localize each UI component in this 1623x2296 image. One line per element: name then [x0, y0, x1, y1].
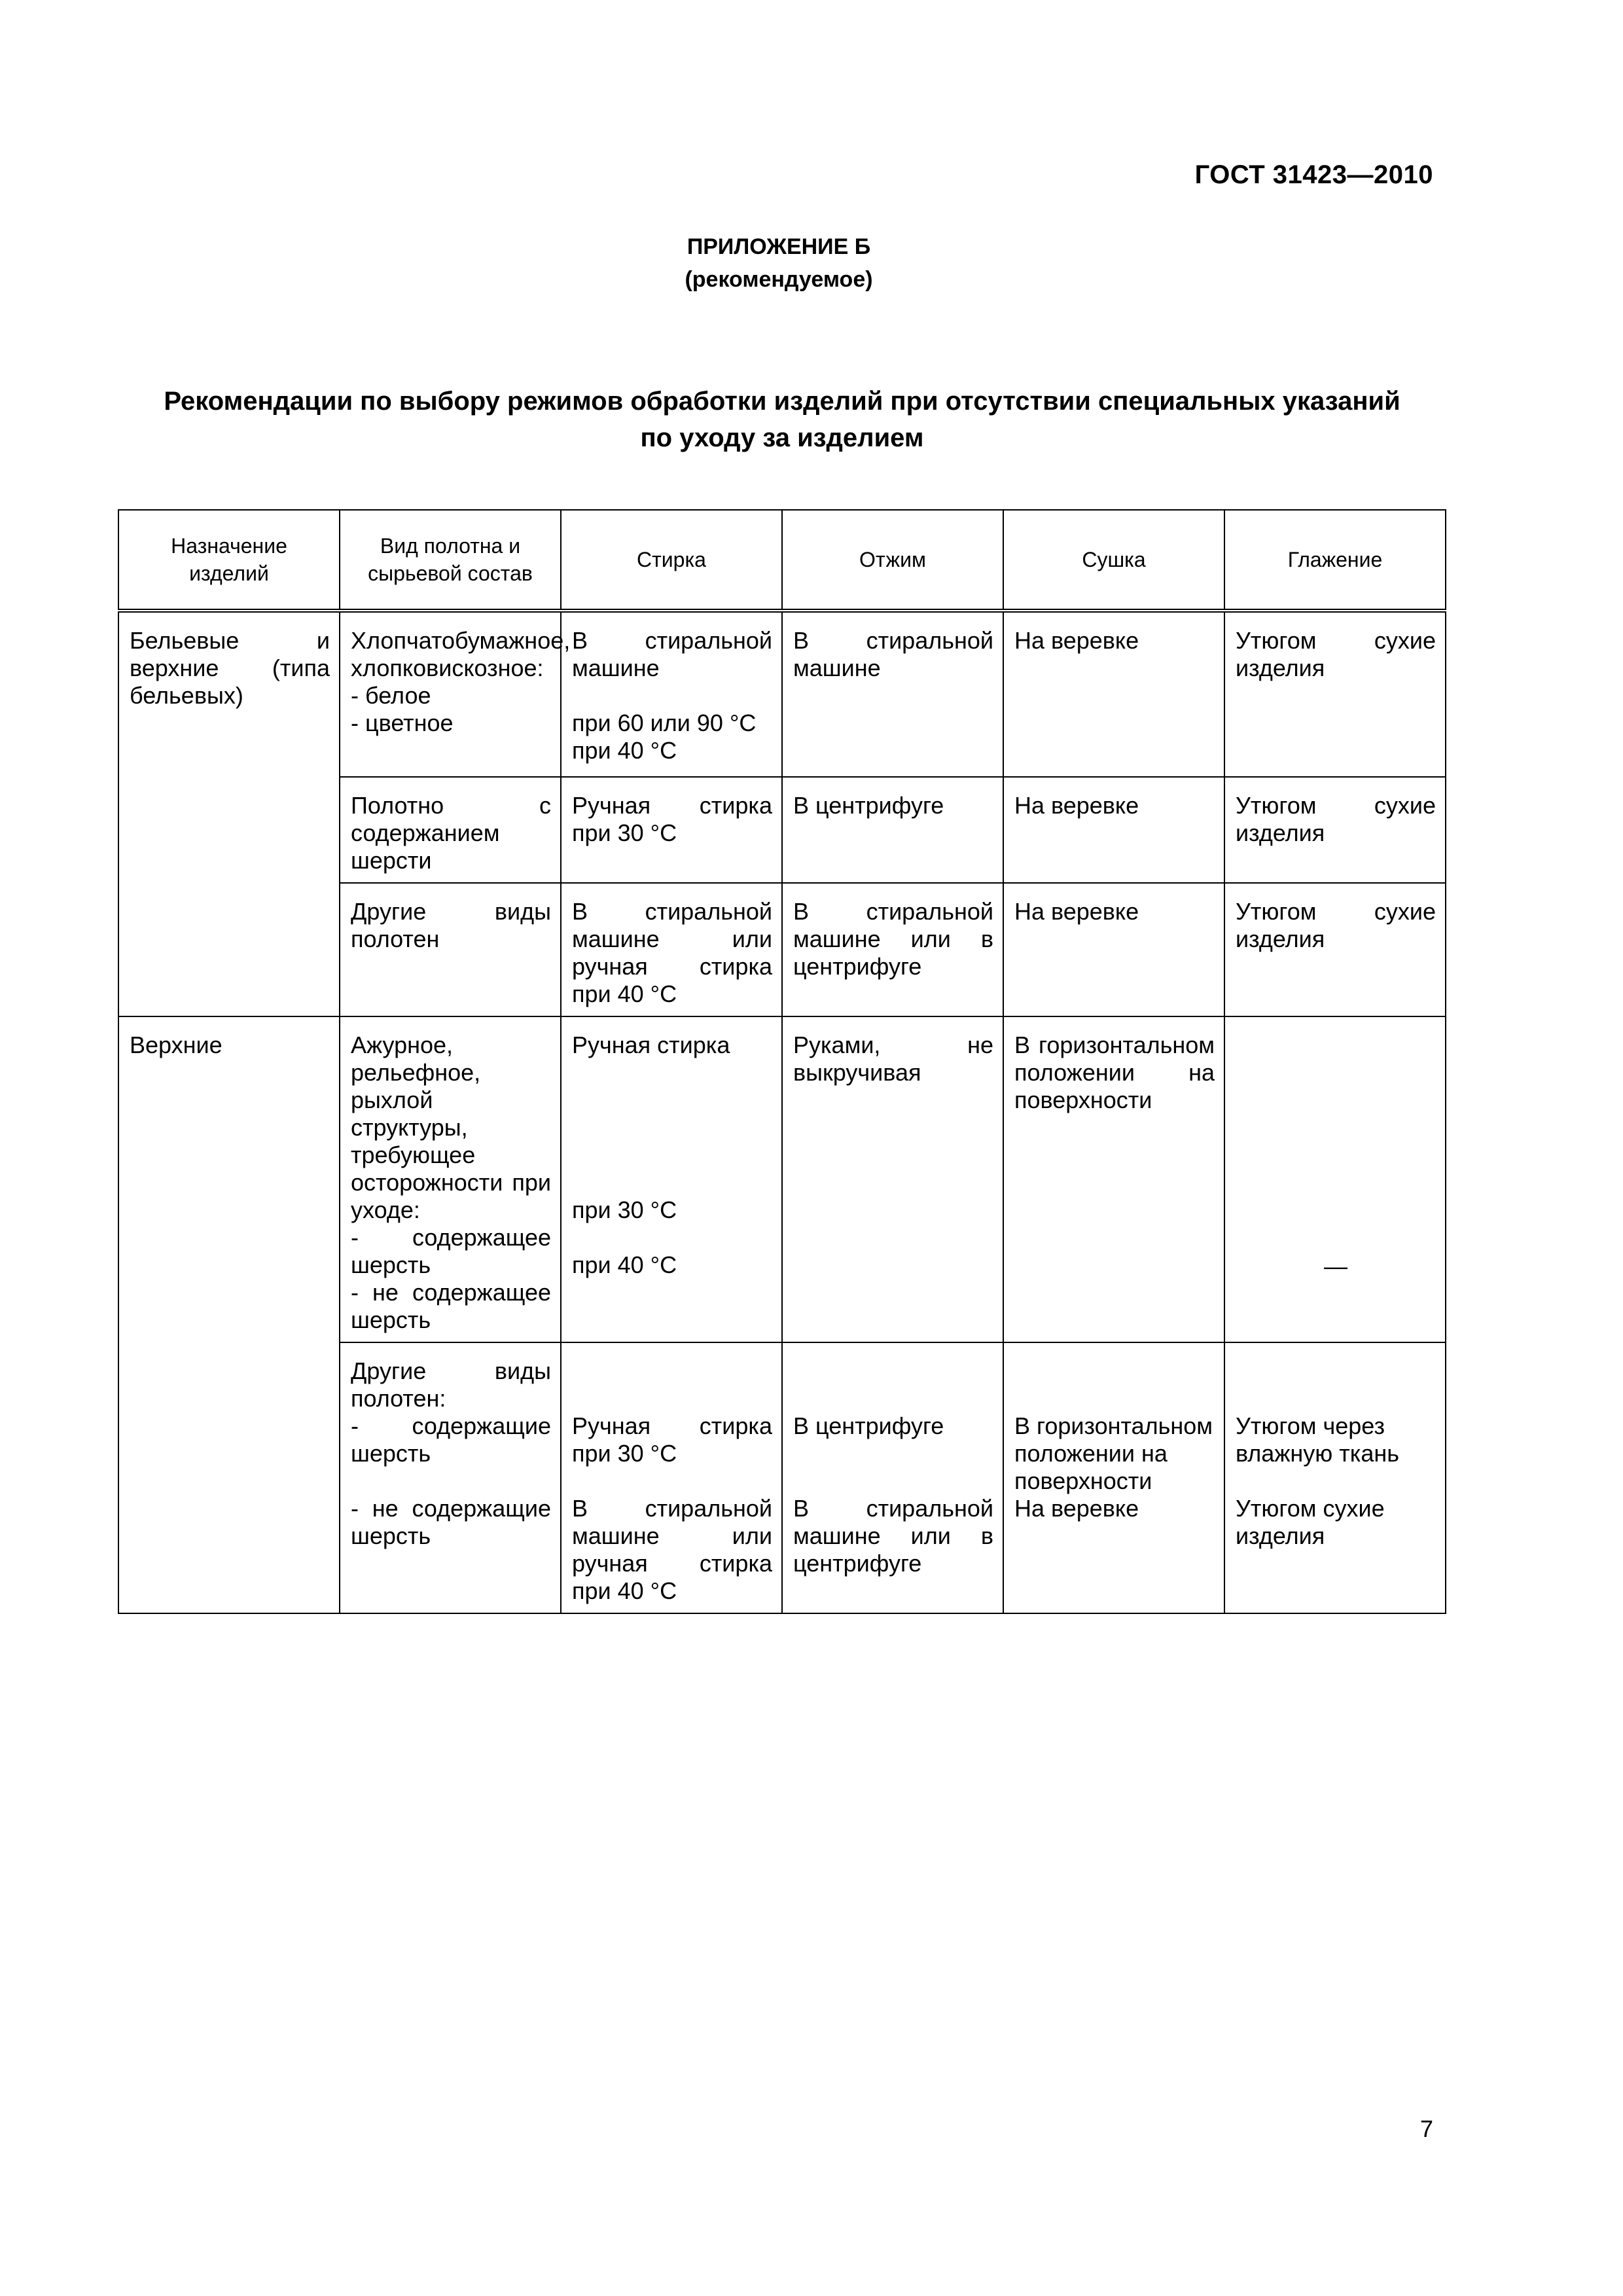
cell-dry: На веревке [1003, 611, 1224, 777]
cell-purpose: Верхние [118, 1016, 340, 1613]
annex-title: ПРИЛОЖЕНИЕ Б [687, 234, 871, 259]
header-dry: Сушка [1003, 510, 1224, 611]
cell-dry: На веревке [1003, 777, 1224, 883]
annex-heading [0, 230, 1558, 296]
header-wash: Стирка [561, 510, 782, 611]
cell-fabric: Другие виды полотен: - содержащие шерсть - не содержащие шерсть [340, 1342, 561, 1613]
cell-fabric: Ажурное, рельефное, рыхлой структуры, требующее осторожности при уходе: - содержащее шерсть - не содержащее шерсть [340, 1016, 561, 1342]
cell-iron: — [1224, 1016, 1446, 1342]
cell-dry: На веревке [1003, 883, 1224, 1016]
cell-iron: Утюгом через влажную ткань Утюгом сухие изделия [1224, 1342, 1446, 1613]
cell-spin: В стиральной машине или в центрифуге [782, 883, 1003, 1016]
cell-wash: Ручная стирка при 30 °С В стиральной машине или ручная стирка при 40 °С [561, 1342, 782, 1613]
table-title [118, 383, 1446, 456]
cell-dry: В горизонтальном положении на поверхности [1003, 1016, 1224, 1342]
header-purpose: Назначение изделий [118, 510, 340, 611]
table-title-line-2: по уходу за изделием [640, 423, 924, 452]
cell-dry: В горизонтальном положении на поверхности На веревке [1003, 1342, 1224, 1613]
table-row [118, 611, 1446, 777]
cell-fabric: Полотно с содержанием шерсти [340, 777, 561, 883]
care-recommendations-table [118, 509, 1446, 1614]
cell-purpose: Бельевые и верхние (типа бельевых) [118, 611, 340, 1016]
header-iron: Глажение [1224, 510, 1446, 611]
cell-fabric: Хлопчатобумажное, хлопковискозное: - белое - цветное [340, 611, 561, 777]
header-fabric: Вид полотна и сырьевой состав [340, 510, 561, 611]
cell-spin: В стиральной машине [782, 611, 1003, 777]
cell-wash: Ручная стирка при 30 °С при 40 °С [561, 1016, 782, 1342]
table-row [118, 1016, 1446, 1342]
page-number: 7 [1419, 2115, 1433, 2142]
table-title-line-1: Рекомендации по выбору режимов обработки изделий при отсутствии специальных указаний [164, 387, 1400, 416]
table-header-row [118, 510, 1446, 611]
annex-status: (рекомендуемое) [685, 267, 873, 292]
header-spin: Отжим [782, 510, 1003, 611]
cell-iron: Утюгом сухие изделия [1224, 777, 1446, 883]
cell-iron: Утюгом сухие изделия [1224, 611, 1446, 777]
cell-fabric: Другие виды полотен [340, 883, 561, 1016]
cell-wash: В стиральной машине или ручная стирка при 40 °С [561, 883, 782, 1016]
standard-number: ГОСТ 31423—2010 [1194, 160, 1433, 189]
cell-spin: В центрифуге [782, 777, 1003, 883]
cell-spin: В центрифуге В стиральной машине или в центрифуге [782, 1342, 1003, 1613]
cell-wash: В стиральной машине при 60 или 90 °С при 40 °С [561, 611, 782, 777]
cell-iron: Утюгом сухие изделия [1224, 883, 1446, 1016]
cell-wash: Ручная стирка при 30 °С [561, 777, 782, 883]
cell-spin: Руками, не выкручивая [782, 1016, 1003, 1342]
